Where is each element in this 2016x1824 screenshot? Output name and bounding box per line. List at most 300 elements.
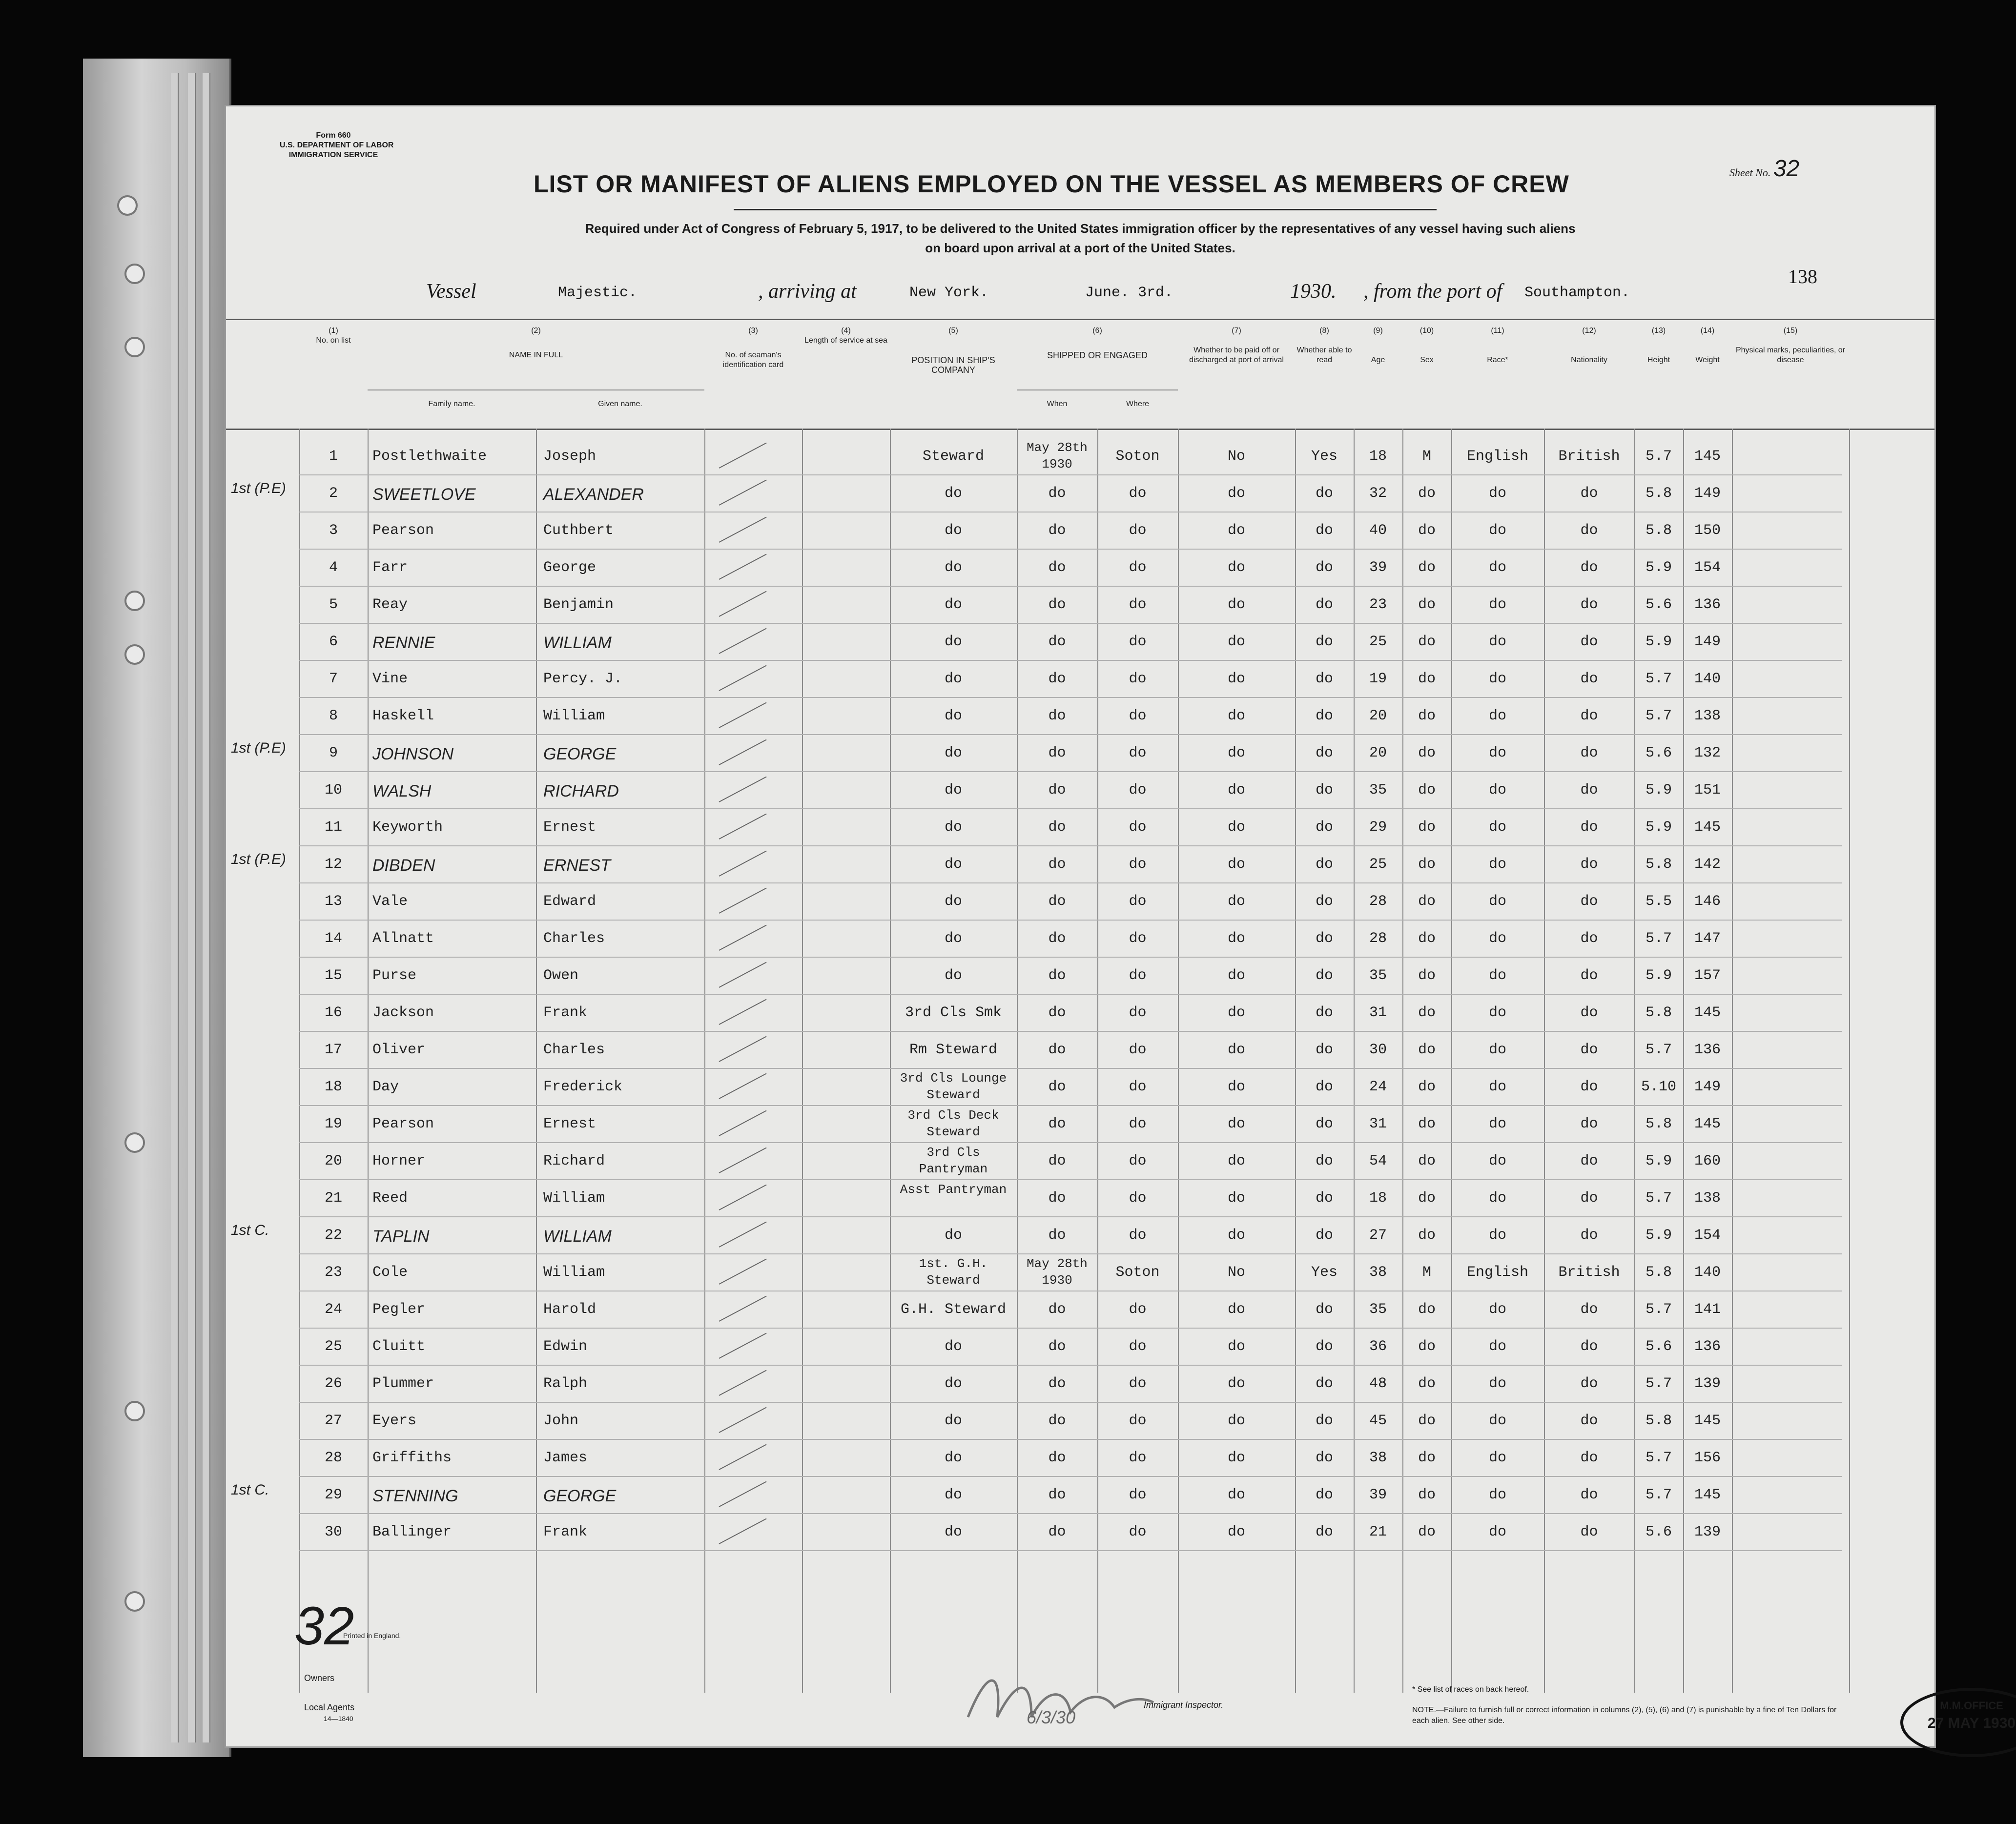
able-to-read: do [1315,1079,1333,1095]
given-name: George [543,559,597,576]
engaged-where: Soton [1115,1264,1160,1281]
nationality: British [1558,448,1620,465]
engaged-where: do [1129,1190,1147,1207]
family-name: Jackson [372,1004,434,1021]
age: 36 [1369,1338,1387,1355]
engaged-when: do [1048,559,1066,576]
row-number: 7 [329,671,338,687]
weight: 151 [1694,782,1721,799]
height: 5.5 [1645,893,1672,910]
able-to-read: do [1315,1524,1333,1540]
family-name: Ballinger [372,1524,452,1540]
age: 18 [1369,1190,1387,1207]
paid-off: do [1227,1227,1245,1244]
able-to-read: do [1315,1375,1333,1392]
table-row [226,735,1934,772]
check-mark [719,1444,767,1470]
paid-off: do [1227,1487,1245,1503]
sex: do [1418,596,1436,613]
height: 5.7 [1645,1301,1672,1318]
family-name: Pearson [372,522,434,539]
check-mark [719,1518,767,1544]
check-mark [719,850,767,876]
nationality: British [1558,1264,1620,1281]
table-row [226,661,1934,698]
binder-page-edge [203,73,210,1742]
age: 32 [1369,485,1387,502]
col-4-label: Length of service at sea [804,336,887,345]
binder-page-edge [188,73,196,1742]
height: 5.9 [1645,1153,1672,1169]
age: 21 [1369,1524,1387,1540]
sex: do [1418,1301,1436,1318]
col-8-header [1295,326,1354,365]
check-mark [719,479,767,505]
age: 40 [1369,522,1387,539]
engaged-where: do [1129,1116,1147,1132]
engaged-when: do [1048,1042,1066,1058]
engaged-subheader-rule [1017,389,1178,390]
punch-hole [124,1401,145,1421]
paid-off: do [1227,1079,1245,1095]
race: do [1488,930,1506,947]
height: 5.7 [1645,1450,1672,1466]
check-mark [719,887,767,913]
position: do [944,596,962,613]
nationality: do [1580,671,1598,687]
age: 38 [1369,1264,1387,1281]
given-name: Ernest [543,819,597,836]
sex: M [1422,448,1431,465]
nationality: do [1580,1042,1598,1058]
race: do [1488,596,1506,613]
arrival-date: June. 3rd. [1085,285,1173,301]
given-name: Cuthbert [543,522,614,539]
nationality: do [1580,930,1598,947]
position: 1st. G.H. Steward [919,1256,988,1288]
race: English [1466,448,1529,465]
vessel-name: Majestic. [558,285,638,301]
engaged-when: do [1048,745,1066,761]
position: do [944,1524,962,1540]
sex: do [1418,1450,1436,1466]
engaged-when: do [1048,1338,1066,1355]
from-port-label: , from the port of [1363,280,1502,303]
able-to-read: do [1315,1487,1333,1503]
engaged-when: do [1048,930,1066,947]
sex: do [1418,1116,1436,1132]
paid-off: do [1227,485,1245,502]
nationality: do [1580,1190,1598,1207]
weight: 145 [1694,1487,1721,1503]
engaged-when: do [1048,1190,1066,1207]
col-1-number: (1) [329,327,338,335]
check-mark [719,1332,767,1358]
sex: do [1418,1375,1436,1392]
family-name: RENNIE [372,634,435,652]
able-to-read: do [1315,596,1333,613]
paid-off: do [1227,634,1245,650]
family-name: Purse [372,967,417,984]
engaged-where: Soton [1115,448,1160,465]
race: do [1488,856,1506,873]
table-row [226,1032,1934,1069]
height: 5.8 [1645,485,1672,502]
paid-off: No [1227,1264,1245,1281]
nationality: do [1580,1450,1598,1466]
stamp-office: M.M.OFFICE [1940,1700,2003,1712]
handwritten-total: 32 [294,1596,354,1656]
paid-off: do [1227,782,1245,799]
nationality: do [1580,1004,1598,1021]
check-mark [719,1221,767,1247]
able-to-read: do [1315,634,1333,650]
race: do [1488,522,1506,539]
race: do [1488,1227,1506,1244]
vessel-label: Vessel [426,280,476,303]
given-name: Harold [543,1301,597,1318]
row-number: 2 [329,485,338,502]
race: do [1488,485,1506,502]
weight: 154 [1694,1227,1721,1244]
page-subtitle [372,219,1788,258]
weight: 141 [1694,1301,1721,1318]
weight: 139 [1694,1524,1721,1540]
position: do [944,1450,962,1466]
position: do [944,708,962,724]
col-8-label: Whether able to read [1296,346,1352,364]
weight: 157 [1694,967,1721,984]
sex: do [1418,708,1436,724]
table-row [226,772,1934,809]
header-rule [226,319,1934,320]
race: do [1488,1487,1506,1503]
row-number: 26 [324,1375,342,1392]
family-name: Postlethwaite [372,448,487,465]
engaged-where: do [1129,596,1147,613]
given-name: Frederick [543,1079,623,1095]
col-4-header [802,326,890,346]
engaged-where: do [1129,967,1147,984]
race: do [1488,1153,1506,1169]
check-mark [719,962,767,987]
row-number: 13 [324,893,342,910]
age: 20 [1369,708,1387,724]
able-to-read: do [1315,485,1333,502]
family-name: Day [372,1079,399,1095]
engaged-where: do [1129,893,1147,910]
able-to-read: do [1315,1450,1333,1466]
engaged-where: do [1129,671,1147,687]
nationality: do [1580,1227,1598,1244]
race: do [1488,671,1506,687]
family-name: Cluitt [372,1338,426,1355]
table-row [226,1180,1934,1217]
nationality: do [1580,1079,1598,1095]
row-number: 18 [324,1079,342,1095]
given-name: Edward [543,893,597,910]
col-6-label: SHIPPED OR ENGAGED [1047,350,1148,360]
position: do [944,1227,962,1244]
col-11-label: Race* [1487,356,1508,364]
height: 5.8 [1645,1004,1672,1021]
weight: 145 [1694,1413,1721,1429]
punch-hole [124,1132,145,1153]
engaged-where: do [1129,1153,1147,1169]
row-number: 16 [324,1004,342,1021]
row-number: 1 [329,448,338,465]
family-name: Pearson [372,1116,434,1132]
able-to-read: do [1315,1116,1333,1132]
weight: 132 [1694,745,1721,761]
table-row [226,512,1934,550]
position: do [944,1413,962,1429]
nationality: do [1580,559,1598,576]
age: 23 [1369,596,1387,613]
age: 20 [1369,745,1387,761]
given-name: William [543,1190,605,1207]
row-number: 21 [324,1190,342,1207]
table-row [226,698,1934,735]
position: 3rd Cls Deck Steward [907,1108,999,1139]
check-mark [719,924,767,950]
race: do [1488,745,1506,761]
position: Steward [922,448,985,465]
page-title: LIST OR MANIFEST OF ALIENS EMPLOYED ON THE VESSEL AS MEMBERS OF CREW [534,170,1569,198]
age: 39 [1369,1487,1387,1503]
given-name: Joseph [543,448,597,465]
col-15-label: Physical marks, peculiarities, or disease [1735,346,1846,364]
check-mark [719,1370,767,1395]
height: 5.10 [1641,1079,1676,1095]
form-service: IMMIGRATION SERVICE [288,151,378,159]
form-number: Form 660 [316,131,351,140]
height: 5.8 [1645,522,1672,539]
col-6b-header: Where [1126,400,1150,408]
row-number: 3 [329,522,338,539]
col-7-header [1178,326,1295,365]
weight: 136 [1694,596,1721,613]
table-row [226,587,1934,624]
height: 5.6 [1645,745,1672,761]
col-3-number: (3) [748,327,758,335]
table-row [226,995,1934,1032]
row-number: 9 [329,745,338,761]
engaged-when: do [1048,893,1066,910]
table-row [226,809,1934,846]
height: 5.6 [1645,1524,1672,1540]
sex: do [1418,1190,1436,1207]
engaged-when: do [1048,1227,1066,1244]
race: do [1488,1042,1506,1058]
margin-note: 1st (P.E) [231,480,286,496]
paid-off: do [1227,930,1245,947]
weight: 140 [1694,1264,1721,1281]
col-3-label: No. of seaman's identification card [722,351,784,369]
sheet-number-value: 32 [1773,156,1800,182]
race: do [1488,1524,1506,1540]
engaged-when: do [1048,1153,1066,1169]
weight: 138 [1694,1190,1721,1207]
col-11-number: (11) [1491,327,1504,335]
family-name: Eyers [372,1413,417,1429]
engaged-where: do [1129,930,1147,947]
table-row [226,1366,1934,1403]
able-to-read: do [1315,967,1333,984]
col-7-number: (7) [1232,327,1241,335]
check-mark [719,813,767,839]
engaged-where: do [1129,856,1147,873]
able-to-read: do [1315,856,1333,873]
nationality: do [1580,1153,1598,1169]
local-agents-label: Local Agents [304,1702,355,1712]
paid-off: do [1227,671,1245,687]
punch-hole [117,195,138,216]
engaged-where: do [1129,1450,1147,1466]
race: do [1488,1116,1506,1132]
race: do [1488,634,1506,650]
table-header-rule [226,429,1934,430]
table-row [226,1291,1934,1329]
family-name: Oliver [372,1042,426,1058]
engaged-where: do [1129,819,1147,836]
weight: 145 [1694,448,1721,465]
check-mark [719,1036,767,1062]
given-name: WILLIAM [543,634,612,652]
family-name: Vine [372,671,408,687]
able-to-read: do [1315,1190,1333,1207]
margin-note: 1st C. [231,1482,269,1498]
check-mark [719,739,767,765]
punch-hole [124,337,145,357]
sex: do [1418,1153,1436,1169]
weight: 139 [1694,1375,1721,1392]
age: 31 [1369,1004,1387,1021]
printed-in-note: Printed in England. [343,1632,401,1640]
family-name: Griffiths [372,1450,452,1466]
able-to-read: do [1315,522,1333,539]
race: do [1488,819,1506,836]
able-to-read: do [1315,930,1333,947]
office-stamp [1900,1688,2016,1757]
table-row [226,1143,1934,1180]
subtitle-line-1: Required under Act of Congress of February 5, 1917, to be delivered to the United States immigration officer by the representatives of any vessel having such aliens [585,221,1576,236]
col-2-label: NAME IN FULL [509,351,563,359]
table-row [226,1477,1934,1514]
position: G.H. Steward [900,1301,1007,1318]
nationality: do [1580,634,1598,650]
sex: do [1418,1487,1436,1503]
manifest-sheet [225,105,2016,1748]
penalty-note: NOTE.—Failure to furnish full or correct information in columns (2), (5), (6) and (7) is punishable by a fine of Ten Dollars for each alien. See other side. [1412,1706,1837,1725]
age: 38 [1369,1450,1387,1466]
paid-off: do [1227,1042,1245,1058]
given-name: Richard [543,1153,605,1169]
able-to-read: Yes [1311,448,1337,465]
sex: do [1418,485,1436,502]
given-name: Ralph [543,1375,588,1392]
height: 5.8 [1645,1413,1672,1429]
race: do [1488,1079,1506,1095]
row-number: 5 [329,596,338,613]
engaged-where: do [1129,708,1147,724]
paid-off: do [1227,1450,1245,1466]
able-to-read: do [1315,1004,1333,1021]
position: Asst Pantryman [900,1182,1007,1197]
position: do [944,893,962,910]
sex: do [1418,782,1436,799]
row-number: 20 [324,1153,342,1169]
engaged-where: do [1129,1487,1147,1503]
name-subheader-rule [368,389,704,390]
family-name: DIBDEN [372,856,435,875]
margin-note: 1st C. [231,1222,269,1238]
nationality: do [1580,596,1598,613]
able-to-read: do [1315,708,1333,724]
given-name: William [543,708,605,724]
height: 5.9 [1645,967,1672,984]
family-name: Plummer [372,1375,434,1392]
position: do [944,930,962,947]
row-rule [299,1550,1842,1551]
weight: 140 [1694,671,1721,687]
age: 25 [1369,856,1387,873]
check-mark [719,516,767,542]
nationality: do [1580,745,1598,761]
engaged-when: do [1048,782,1066,799]
position: do [944,745,962,761]
voyage-line [226,280,1934,319]
able-to-read: do [1315,1413,1333,1429]
check-mark [719,442,767,468]
engaged-where: do [1129,1413,1147,1429]
row-number: 23 [324,1264,342,1281]
nationality: do [1580,1524,1598,1540]
given-name: Frank [543,1004,588,1021]
table-row [226,475,1934,512]
family-name: JOHNSON [372,745,454,763]
height: 5.7 [1645,930,1672,947]
height: 5.9 [1645,559,1672,576]
sex: do [1418,634,1436,650]
given-name: WILLIAM [543,1227,612,1246]
family-name: Reed [372,1190,408,1207]
weight: 146 [1694,893,1721,910]
given-name: ERNEST [543,856,611,875]
nationality: do [1580,893,1598,910]
sex: do [1418,745,1436,761]
given-name: Edwin [543,1338,588,1355]
check-mark [719,591,767,616]
sex: do [1418,1004,1436,1021]
departure-port: Southampton. [1524,285,1630,301]
engaged-where: do [1129,634,1147,650]
age: 35 [1369,1301,1387,1318]
engaged-when: do [1048,1004,1066,1021]
col-2a-header: Family name. [428,400,475,408]
paid-off: do [1227,1413,1245,1429]
race: do [1488,893,1506,910]
sex: do [1418,819,1436,836]
able-to-read: do [1315,893,1333,910]
row-number: 19 [324,1116,342,1132]
race: do [1488,1450,1506,1466]
table-row [226,1069,1934,1106]
row-number: 4 [329,559,338,576]
col-5-number: (5) [948,327,958,335]
nationality: do [1580,1413,1598,1429]
row-number: 22 [324,1227,342,1244]
